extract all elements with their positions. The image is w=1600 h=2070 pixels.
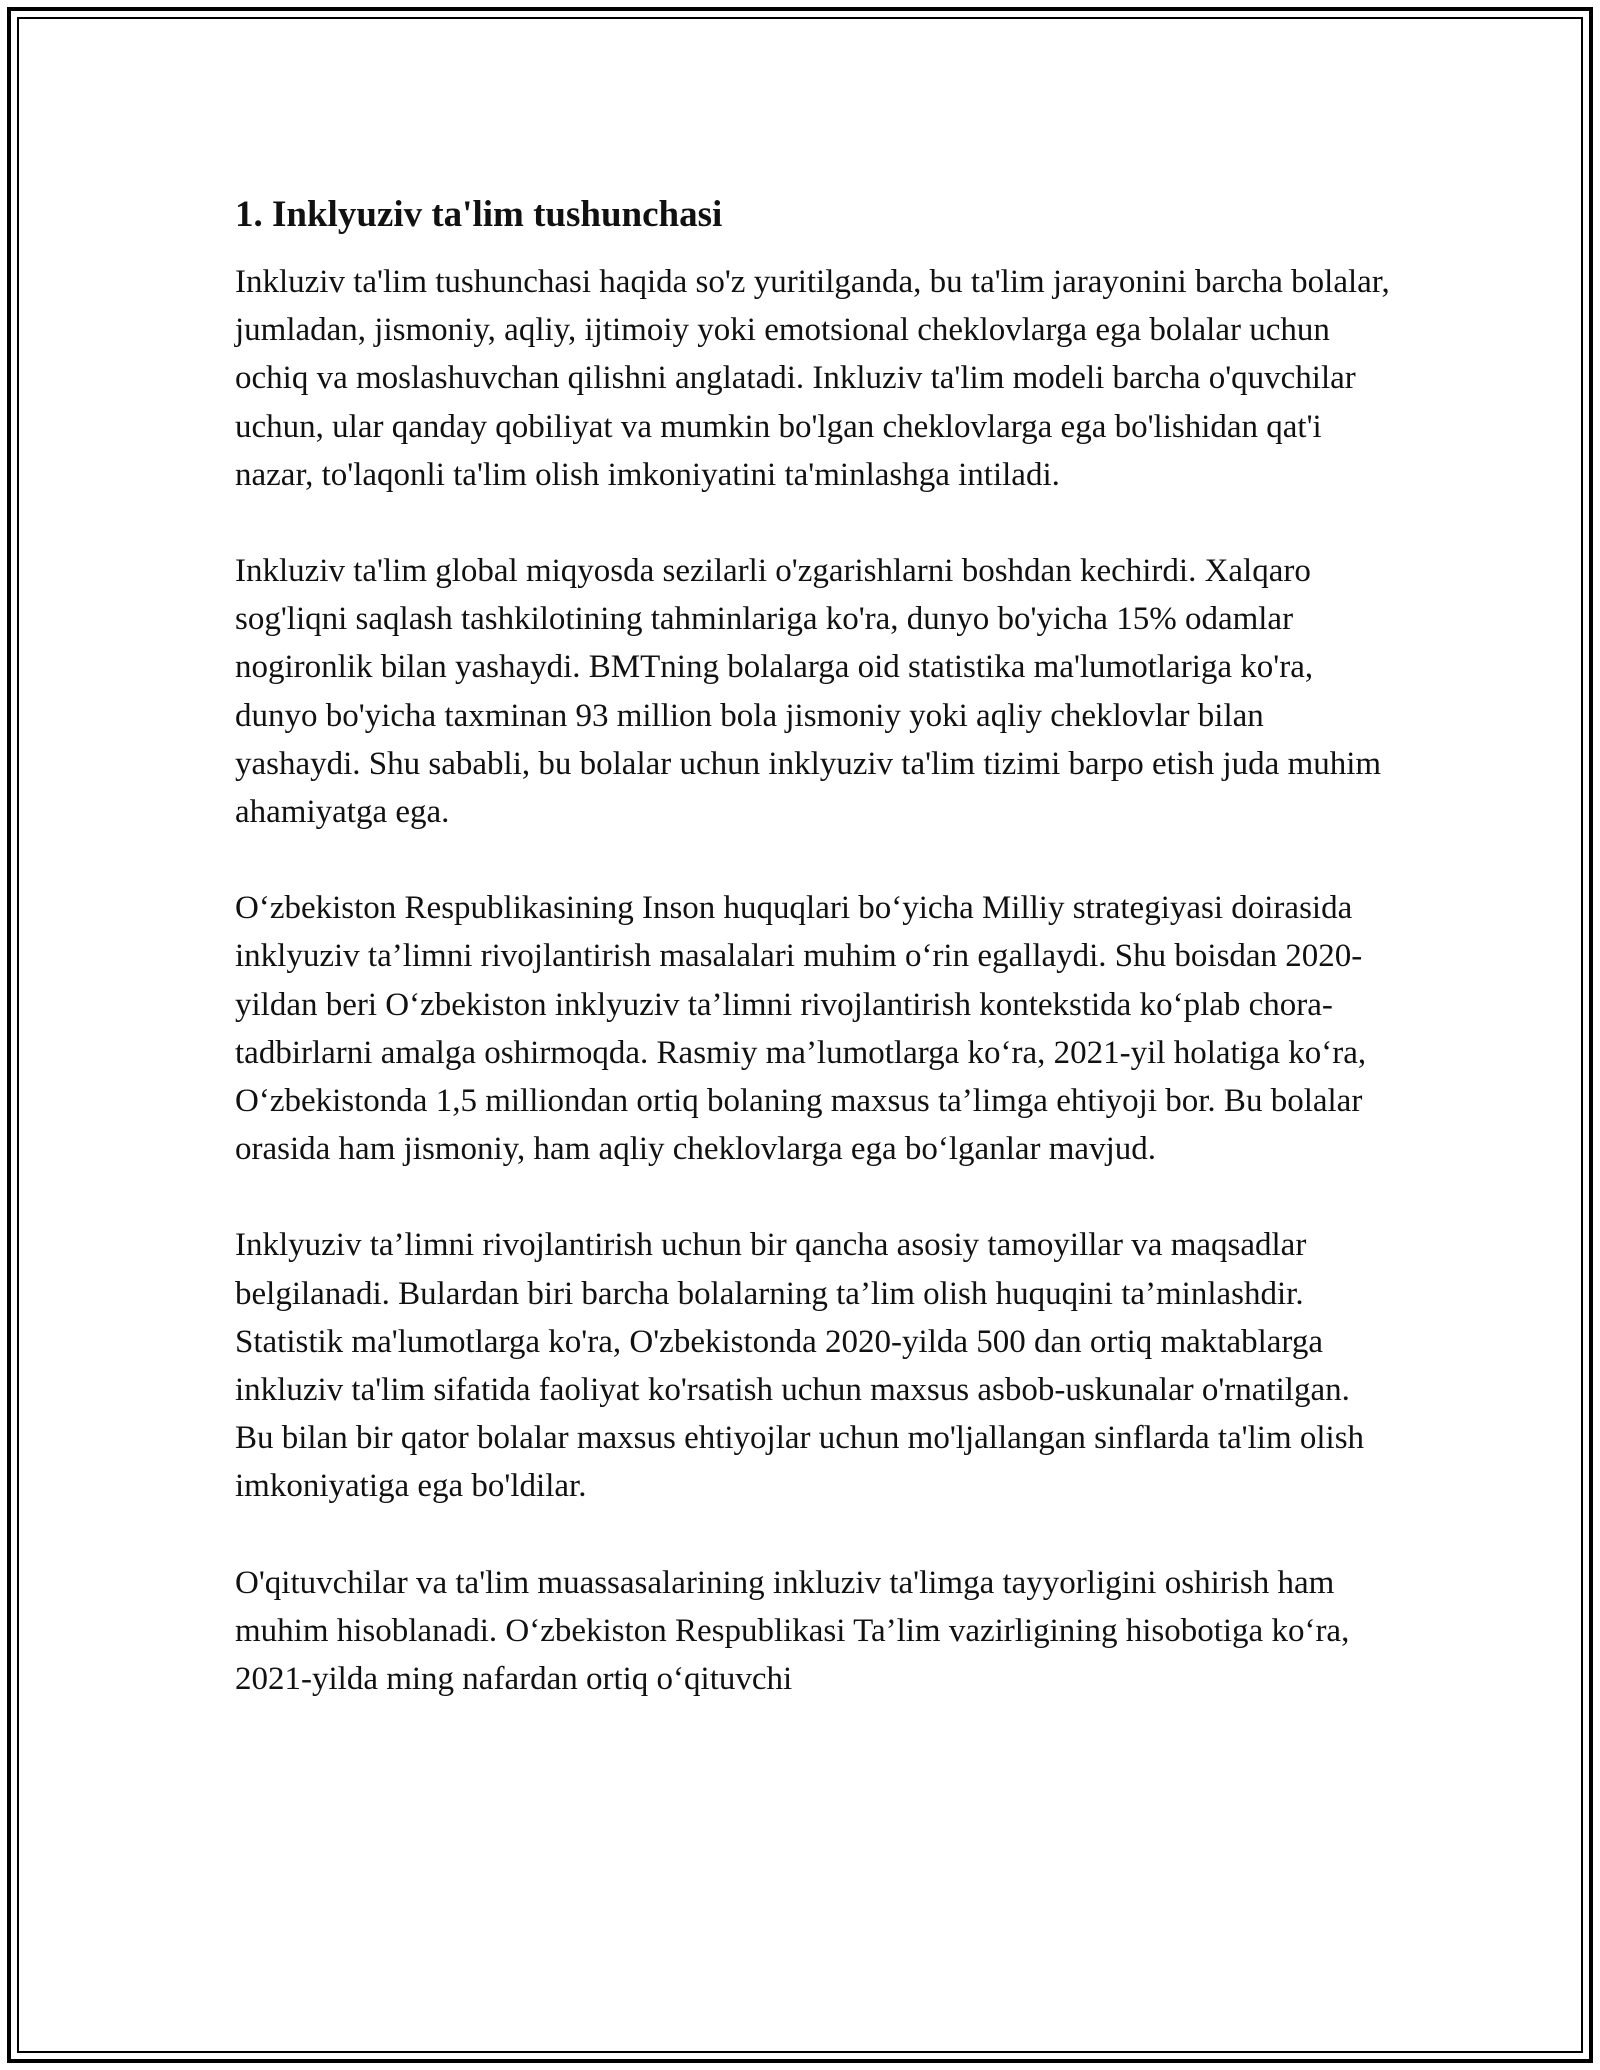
document-body [235,188,1395,1751]
paragraph-5: O'qituvchilar va ta'lim muassasalarining inkluziv ta'limga tayyorligini oshirish ham muhim hisoblanadi. O‘zbekiston Respublikasi Ta’lim vazirligining hisobotiga ko‘ra, 2021-yilda ming nafardan ortiq o‘qituvchi [235,1564,1350,1698]
paragraph-2: Inkluziv ta'lim global miqyosda sezilarli o'zgarishlarni boshdan kechirdi. Xalqaro sog'liqni saqlash tashkilotining tahminlariga ko'ra, dunyo bo'yicha 15% odamlar nogironlik bilan yashaydi. BMTning bolalarga oid statistika ma'lumotlariga ko'ra, dunyo bo'yicha taxminan 93 million bola jismoniy yoki aqliy cheklovlar bilan yashaydi. Shu sababli, bu bolalar uchun inklyuziv ta'lim tizimi barpo etish juda muhim ahamiyatga ega. [235,553,1382,831]
section-heading: 1. Inklyuziv ta'lim tushunchasi [235,194,723,235]
paragraph-1: Inkluziv ta'lim tushunchasi haqida so'z yuritilganda, bu ta'lim jarayonini barcha bolalar, jumladan, jismoniy, aqliy, ijtimoiy yoki emotsional cheklovlarga ega bolalar uchun ochiq va moslashuvchan qilishni anglatadi. Inkluziv ta'lim modeli barcha o'quvchilar uchun, ular qanday qobiliyat va mumkin bo'lgan cheklovlarga ega bo'lishidan qat'i nazar, to'laqonli ta'lim olish imkoniyatini ta'minlashga intiladi. [235,264,1390,493]
paragraph-4: Inklyuziv ta’limni rivojlantirish uchun bir qancha asosiy tamoyillar va maqsadlar belgilanadi. Bulardan biri barcha bolalarning ta’lim olish huquqini ta’minlashdir. Statistik ma'lumotlarga ko'ra, O'zbekistonda 2020-yilda 500 dan ortiq maktablarga inkluziv ta'lim sifatida faoliyat ko'rsatish uchun maxsus asbob-uskunalar o'rnatilgan. Bu bilan bir qator bolalar maxsus ehtiyojlar uchun mo'ljallangan sinflarda ta'lim olish imkoniyatiga ega bo'ldilar. [235,1227,1365,1505]
paragraph-3: O‘zbekiston Respublikasining Inson huquqlari bo‘yicha Milliy strategiyasi doirasida inklyuziv ta’limni rivojlantirish masalalari muhim o‘rin egallaydi. Shu boisdan 2020-yildan beri O‘zbekiston inklyuziv ta’limni rivojlantirish kontekstida ko‘plab chora-tadbirlarni amalga oshirmoqda. Rasmiy ma’lumotlarga ko‘ra, 2021-yil holatiga ko‘ra, O‘zbekistonda 1,5 milliondan ortiq bolaning maxsus ta’limga ehtiyoji bor. Bu bolalar orasida ham jismoniy, ham aqliy cheklovlarga ega bo‘lganlar mavjud. [235,890,1367,1168]
